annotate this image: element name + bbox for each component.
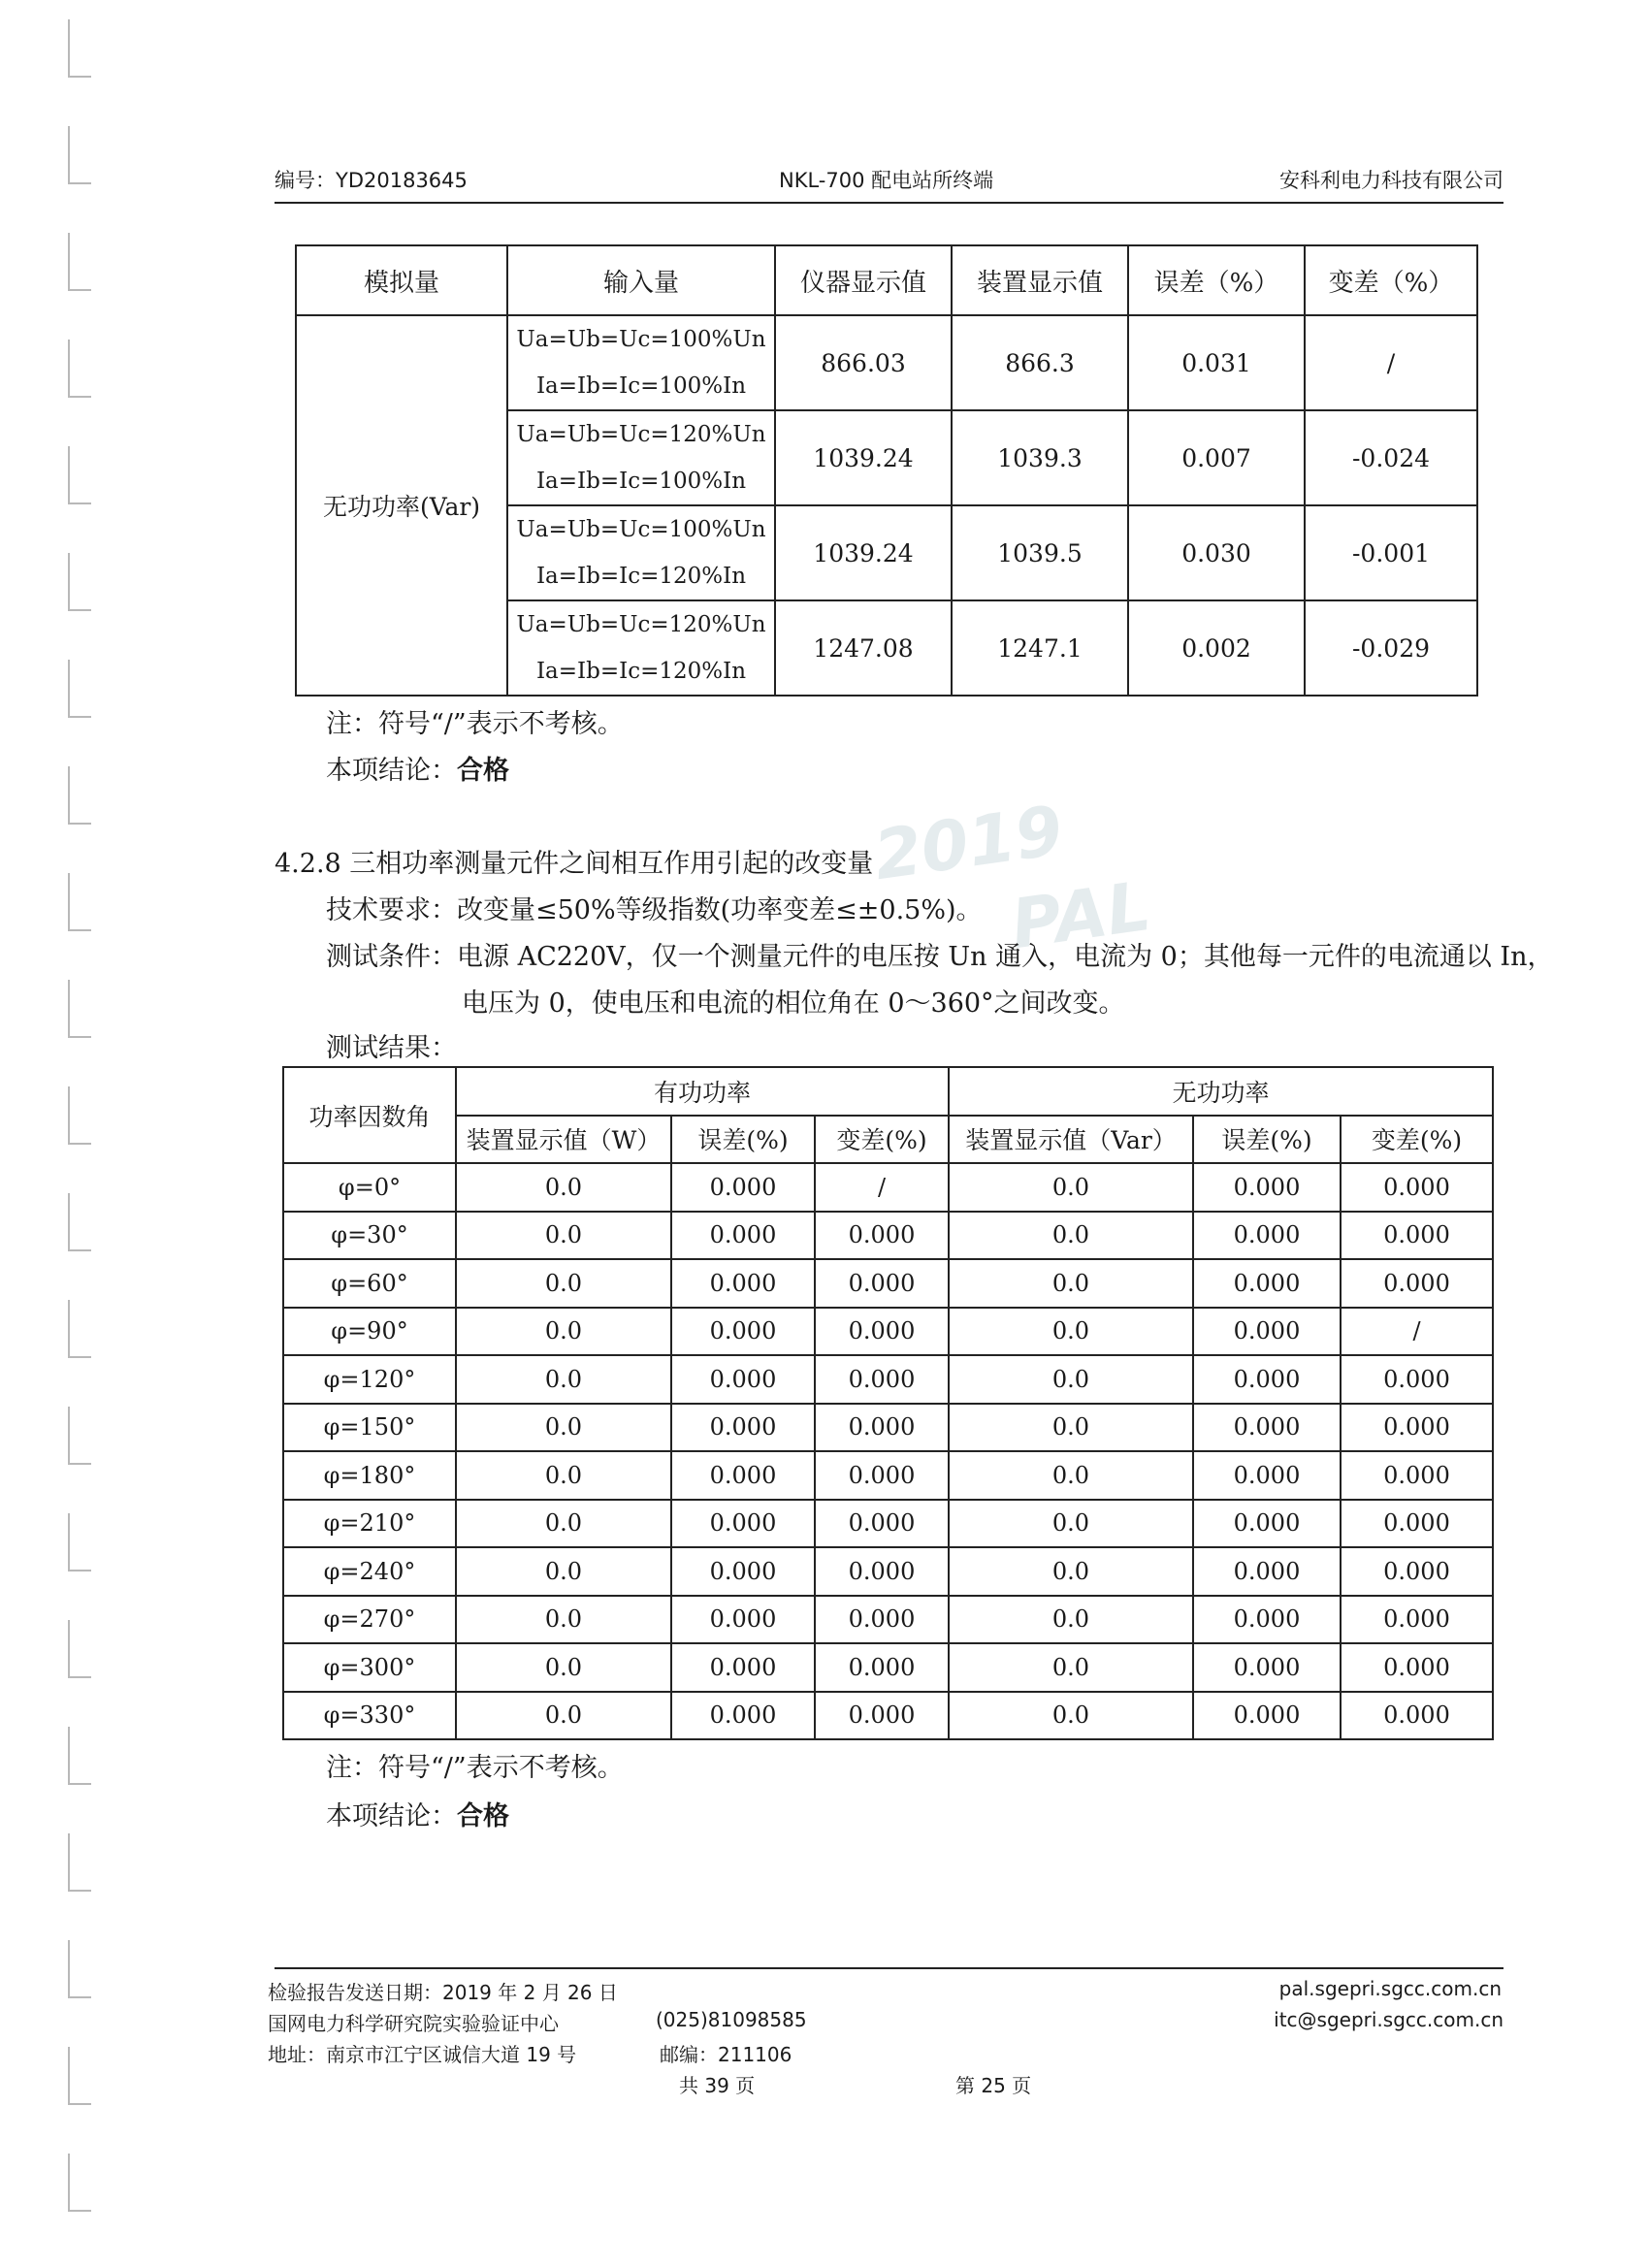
active-variation-value: 0.000 <box>815 1500 949 1548</box>
active-variation-value: 0.000 <box>815 1451 949 1500</box>
active-device-value: 0.0 <box>456 1355 671 1404</box>
angle-cell: φ=330° <box>283 1692 456 1740</box>
test-result-label: 测试结果： <box>326 1033 457 1063</box>
reactive-error-value: 0.000 <box>1193 1500 1341 1548</box>
active-device-value: 0.0 <box>456 1404 671 1452</box>
reactive-variation-value: 0.000 <box>1341 1451 1493 1500</box>
reactive-device-value: 0.0 <box>949 1355 1193 1404</box>
active-device-value: 0.0 <box>456 1451 671 1500</box>
angle-cell: φ=270° <box>283 1596 456 1644</box>
test-condition: 测试条件：电源 AC220V，仅一个测量元件的电压按 Un 通入，电流为 0；其他每一元件的电流通以 In， <box>326 942 1554 972</box>
reactive-error-value: 0.000 <box>1193 1547 1341 1596</box>
reactive-error-value: 0.000 <box>1193 1259 1341 1308</box>
reactive-variation-value: 0.000 <box>1341 1643 1493 1692</box>
binding-mark <box>68 1407 91 1465</box>
binding-mark <box>68 1300 91 1358</box>
error-value: 0.030 <box>1128 505 1305 600</box>
table-row <box>283 1500 1493 1548</box>
reactive-error-value: 0.000 <box>1193 1596 1341 1644</box>
active-variation-value: 0.000 <box>815 1692 949 1740</box>
active-device-value: 0.0 <box>456 1308 671 1356</box>
binding-mark <box>68 2154 91 2212</box>
reactive-device-value: 0.0 <box>949 1643 1193 1692</box>
address: 地址：南京市江宁区诚信大道 19 号 <box>268 2043 577 2066</box>
instrument-value: 1039.24 <box>775 505 952 600</box>
binding-mark <box>68 2047 91 2105</box>
active-variation-value: 0.000 <box>815 1404 949 1452</box>
input-cell: Ua=Ub=Uc=100%Un Ia=Ib=Ic=120%In <box>507 505 775 600</box>
input-cell: Ua=Ub=Uc=120%Un Ia=Ib=Ic=120%In <box>507 600 775 696</box>
angle-cell: φ=60° <box>283 1259 456 1308</box>
angle-cell: φ=90° <box>283 1308 456 1356</box>
reactive-device-value: 0.0 <box>949 1451 1193 1500</box>
interaction-result-table <box>282 1066 1494 1740</box>
column-header: 变差(%) <box>1341 1116 1493 1164</box>
active-device-value: 0.0 <box>456 1596 671 1644</box>
reactive-error-value: 0.000 <box>1193 1355 1341 1404</box>
binding-mark <box>68 1833 91 1892</box>
active-error-value: 0.000 <box>671 1547 815 1596</box>
binding-mark <box>68 873 91 931</box>
table1-note: 注：符号“/”表示不考核。 <box>326 709 624 739</box>
reactive-device-value: 0.0 <box>949 1163 1193 1212</box>
binding-mark <box>68 446 91 504</box>
page-number: 第 25 页 <box>955 2074 1032 2097</box>
column-header: 仪器显示值 <box>775 245 952 315</box>
footer-rule <box>275 1967 1504 1969</box>
column-header: 装置显示值（W） <box>456 1116 671 1164</box>
variation-value: -0.024 <box>1305 410 1477 505</box>
binding-mark <box>68 553 91 611</box>
column-header: 误差（%） <box>1128 245 1305 315</box>
column-header: 误差(%) <box>671 1116 815 1164</box>
website-link[interactable]: pal.sgepri.sgcc.com.cn <box>1278 1977 1502 2000</box>
active-error-value: 0.000 <box>671 1451 815 1500</box>
device-value: 866.3 <box>952 315 1128 410</box>
reactive-device-value: 0.0 <box>949 1259 1193 1308</box>
active-variation-value: 0.000 <box>815 1643 949 1692</box>
angle-cell: φ=150° <box>283 1404 456 1452</box>
email-link[interactable]: itc@sgepri.sgcc.com.cn <box>1274 2008 1504 2031</box>
binding-mark <box>68 1940 91 1998</box>
column-header: 装置显示值（Var） <box>949 1116 1193 1164</box>
variation-value: -0.029 <box>1305 600 1477 696</box>
angle-cell: φ=30° <box>283 1212 456 1260</box>
device-value: 1039.3 <box>952 410 1128 505</box>
angle-cell: φ=0° <box>283 1163 456 1212</box>
active-device-value: 0.0 <box>456 1547 671 1596</box>
active-variation-value: 0.000 <box>815 1596 949 1644</box>
binding-mark <box>68 766 91 825</box>
reactive-variation-value: 0.000 <box>1341 1500 1493 1548</box>
table-row <box>283 1643 1493 1692</box>
total-pages: 共 39 页 <box>679 2074 756 2097</box>
active-error-value: 0.000 <box>671 1500 815 1548</box>
table-row <box>283 1451 1493 1500</box>
active-error-value: 0.000 <box>671 1308 815 1356</box>
active-device-value: 0.0 <box>456 1692 671 1740</box>
company-name: 安科利电力科技有限公司 <box>1279 169 1504 192</box>
binding-mark <box>68 126 91 184</box>
group-header-active: 有功功率 <box>456 1067 949 1116</box>
active-device-value: 0.0 <box>456 1643 671 1692</box>
device-value: 1039.5 <box>952 505 1128 600</box>
instrument-value: 866.03 <box>775 315 952 410</box>
reactive-device-value: 0.0 <box>949 1596 1193 1644</box>
active-device-value: 0.0 <box>456 1212 671 1260</box>
column-header: 变差(%) <box>815 1116 949 1164</box>
active-device-value: 0.0 <box>456 1163 671 1212</box>
reactive-error-value: 0.000 <box>1193 1451 1341 1500</box>
test-condition-continued: 电压为 0，使电压和电流的相位角在 0～360°之间改变。 <box>462 988 1125 1019</box>
angle-cell: φ=180° <box>283 1451 456 1500</box>
phone-number: (025)81098585 <box>656 2008 807 2031</box>
table-subheader-row <box>283 1116 1493 1164</box>
reactive-variation-value: 0.000 <box>1341 1692 1493 1740</box>
table-row <box>283 1308 1493 1356</box>
table-row <box>283 1163 1493 1212</box>
active-error-value: 0.000 <box>671 1404 815 1452</box>
binding-mark <box>68 340 91 398</box>
technical-requirement: 技术要求：改变量≤50%等级指数(功率变差≤±0.5%)。 <box>326 895 983 925</box>
conclusion-result: 合格 <box>457 756 509 786</box>
active-variation-value: / <box>815 1163 949 1212</box>
variation-value: -0.001 <box>1305 505 1477 600</box>
table2-conclusion: 本项结论：合格 <box>326 1801 509 1831</box>
column-header: 模拟量 <box>296 245 507 315</box>
table-row <box>283 1596 1493 1644</box>
binding-mark <box>68 1086 91 1145</box>
postcode: 邮编：211106 <box>660 2043 792 2066</box>
error-value: 0.002 <box>1128 600 1305 696</box>
table-row <box>296 315 1477 410</box>
active-error-value: 0.000 <box>671 1212 815 1260</box>
active-device-value: 0.0 <box>456 1259 671 1308</box>
table2-note: 注：符号“/”表示不考核。 <box>326 1753 624 1783</box>
reactive-variation-value: 0.000 <box>1341 1596 1493 1644</box>
reactive-variation-value: 0.000 <box>1341 1404 1493 1452</box>
table-row <box>283 1259 1493 1308</box>
reactive-variation-value: / <box>1341 1308 1493 1356</box>
table-row <box>283 1404 1493 1452</box>
active-error-value: 0.000 <box>671 1163 815 1212</box>
reactive-device-value: 0.0 <box>949 1500 1193 1548</box>
binding-mark <box>68 980 91 1038</box>
active-error-value: 0.000 <box>671 1355 815 1404</box>
angle-cell: φ=300° <box>283 1643 456 1692</box>
error-value: 0.007 <box>1128 410 1305 505</box>
reactive-device-value: 0.0 <box>949 1308 1193 1356</box>
reactive-device-value: 0.0 <box>949 1547 1193 1596</box>
test-center: 国网电力科学研究院实验验证中心 <box>268 2012 559 2035</box>
active-error-value: 0.000 <box>671 1643 815 1692</box>
quantity-cell: 无功功率(Var) <box>296 315 507 696</box>
corner-header: 功率因数角 <box>283 1067 456 1163</box>
active-error-value: 0.000 <box>671 1692 815 1740</box>
send-date: 检验报告发送日期：2019 年 2 月 26 日 <box>268 1981 618 2004</box>
reactive-variation-value: 0.000 <box>1341 1212 1493 1260</box>
column-header: 误差(%) <box>1193 1116 1341 1164</box>
active-error-value: 0.000 <box>671 1259 815 1308</box>
active-variation-value: 0.000 <box>815 1259 949 1308</box>
active-device-value: 0.0 <box>456 1500 671 1548</box>
reactive-device-value: 0.0 <box>949 1404 1193 1452</box>
page-header <box>275 165 1504 198</box>
angle-cell: φ=210° <box>283 1500 456 1548</box>
group-header-reactive: 无功功率 <box>949 1067 1493 1116</box>
active-error-value: 0.000 <box>671 1596 815 1644</box>
active-variation-value: 0.000 <box>815 1212 949 1260</box>
reactive-error-value: 0.000 <box>1193 1163 1341 1212</box>
binding-mark <box>68 1513 91 1571</box>
input-cell: Ua=Ub=Uc=120%Un Ia=Ib=Ic=100%In <box>507 410 775 505</box>
angle-cell: φ=120° <box>283 1355 456 1404</box>
reactive-error-value: 0.000 <box>1193 1308 1341 1356</box>
watermark-stamp: 2019 PAL <box>869 790 1156 965</box>
active-variation-value: 0.000 <box>815 1355 949 1404</box>
section-title: 4.2.8 三相功率测量元件之间相互作用引起的改变量 <box>275 849 874 879</box>
binding-mark <box>68 19 91 78</box>
input-cell: Ua=Ub=Uc=100%Un Ia=Ib=Ic=100%In <box>507 315 775 410</box>
reactive-error-value: 0.000 <box>1193 1643 1341 1692</box>
reactive-error-value: 0.000 <box>1193 1692 1341 1740</box>
column-header: 装置显示值 <box>952 245 1128 315</box>
binding-mark <box>68 1727 91 1785</box>
conclusion-result: 合格 <box>457 1801 509 1831</box>
reactive-error-value: 0.000 <box>1193 1212 1341 1260</box>
table-row <box>283 1355 1493 1404</box>
column-header: 变差（%） <box>1305 245 1477 315</box>
active-variation-value: 0.000 <box>815 1547 949 1596</box>
table-row <box>283 1212 1493 1260</box>
binding-mark <box>68 660 91 718</box>
device-value: 1247.1 <box>952 600 1128 696</box>
reactive-variation-value: 0.000 <box>1341 1547 1493 1596</box>
error-value: 0.031 <box>1128 315 1305 410</box>
table1-conclusion: 本项结论：合格 <box>326 756 509 786</box>
table-header-row <box>283 1067 1493 1116</box>
binding-mark <box>68 1193 91 1251</box>
table-row <box>283 1547 1493 1596</box>
instrument-value: 1247.08 <box>775 600 952 696</box>
reactive-power-table <box>295 244 1478 697</box>
report-number: 编号：YD20183645 <box>275 169 468 192</box>
reactive-device-value: 0.0 <box>949 1212 1193 1260</box>
instrument-value: 1039.24 <box>775 410 952 505</box>
reactive-error-value: 0.000 <box>1193 1404 1341 1452</box>
variation-value: / <box>1305 315 1477 410</box>
table-row <box>283 1692 1493 1740</box>
reactive-variation-value: 0.000 <box>1341 1355 1493 1404</box>
reactive-device-value: 0.0 <box>949 1692 1193 1740</box>
reactive-variation-value: 0.000 <box>1341 1259 1493 1308</box>
active-variation-value: 0.000 <box>815 1308 949 1356</box>
column-header: 输入量 <box>507 245 775 315</box>
binding-mark <box>68 233 91 291</box>
product-name: NKL-700 配电站所终端 <box>779 169 994 192</box>
angle-cell: φ=240° <box>283 1547 456 1596</box>
header-rule <box>275 202 1504 204</box>
table-header-row <box>296 245 1477 315</box>
reactive-variation-value: 0.000 <box>1341 1163 1493 1212</box>
binding-mark <box>68 1620 91 1678</box>
